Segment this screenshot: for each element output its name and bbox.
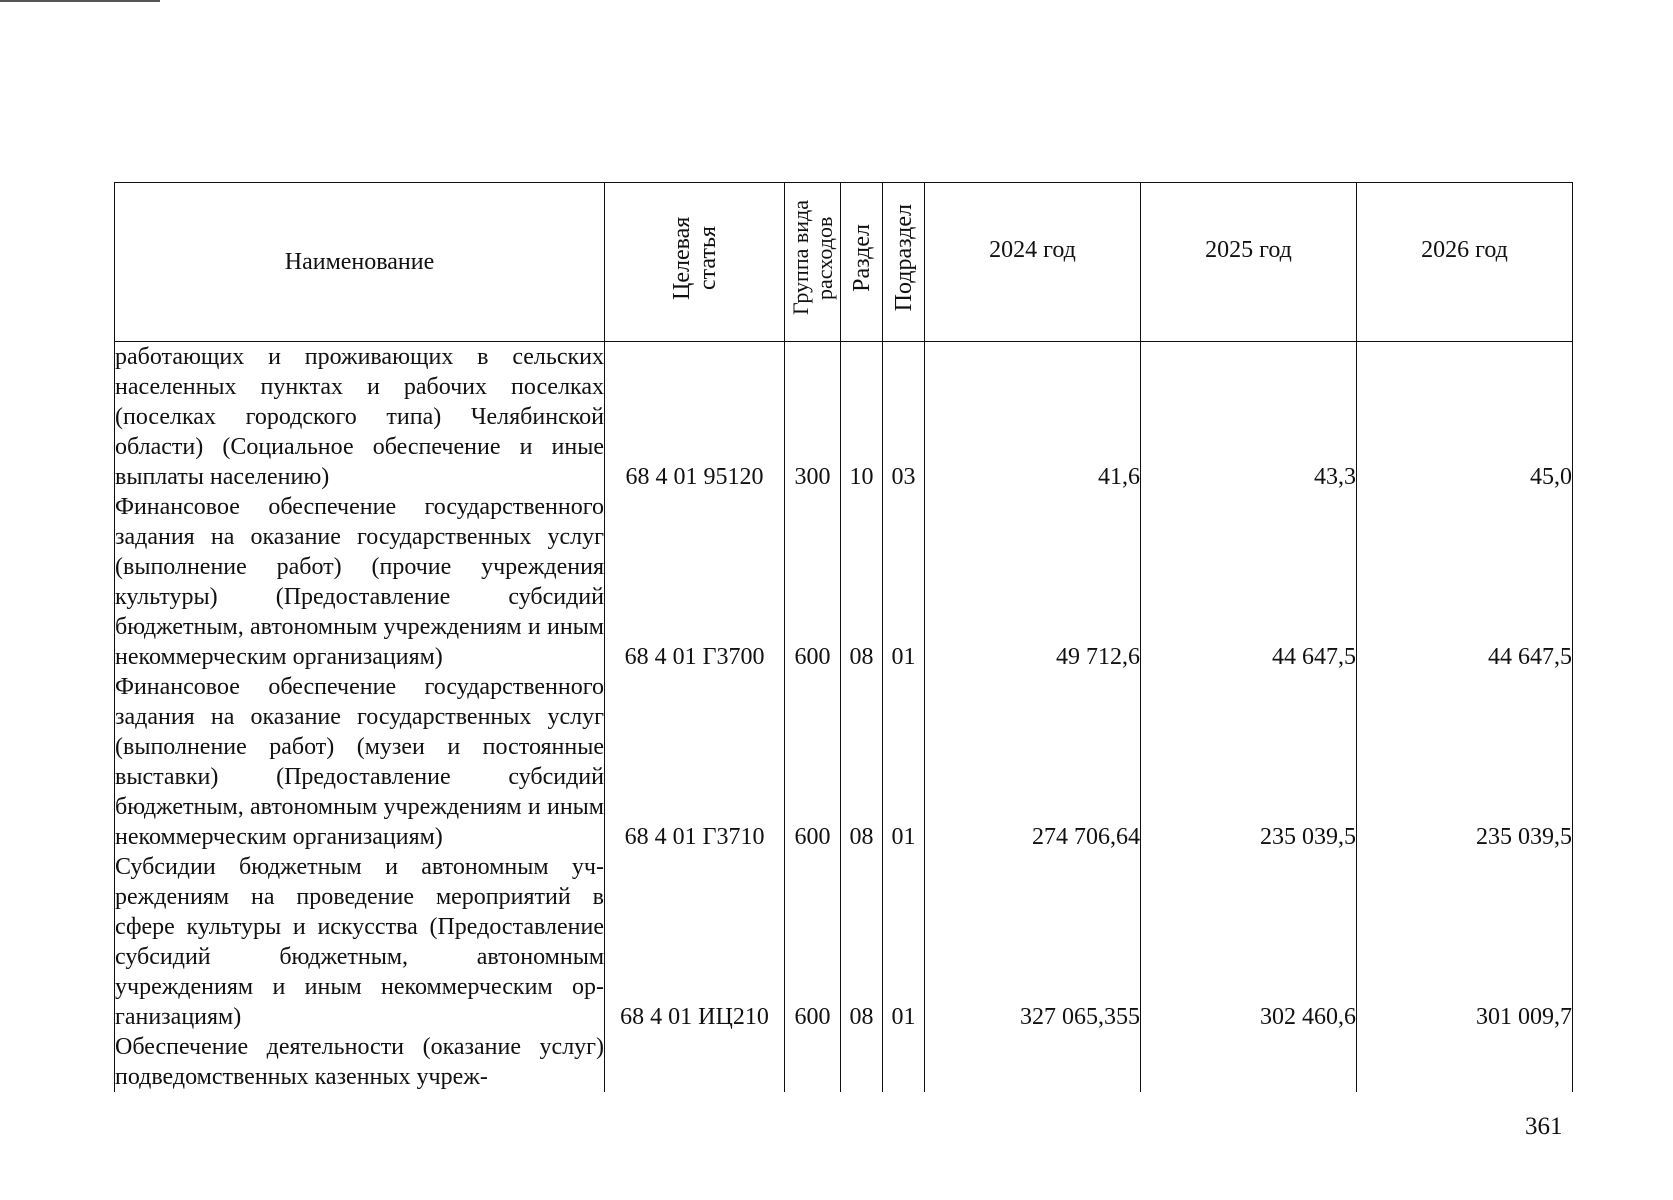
row-expense-group: 600 [785, 852, 841, 1032]
row-section: 08 [841, 852, 883, 1032]
row-target-article: 68 4 01 Г3710 [605, 672, 785, 852]
header-target-article: Целевая статья [605, 183, 785, 342]
row-2025: 44 647,5 [1141, 492, 1357, 672]
row-2026: 235 039,5 [1357, 672, 1573, 852]
row-2024: 274 706,64 [925, 672, 1141, 852]
row-subsection: 01 [883, 492, 925, 672]
header-section: Раздел [841, 183, 883, 342]
row-name: Обеспечение деятельности (оказание услуг) подведомственных казенных учреж- [115, 1034, 604, 1090]
row-2024: 41,6 [925, 342, 1141, 493]
row-target-article: 68 4 01 Г3700 [605, 492, 785, 672]
row-subsection: 03 [883, 342, 925, 493]
row-2026 [1357, 1032, 1573, 1092]
row-2026: 301 009,7 [1357, 852, 1573, 1032]
row-section [841, 1032, 883, 1092]
row-2025: 235 039,5 [1141, 672, 1357, 852]
row-target-article: 68 4 01 ИЦ210 [605, 852, 785, 1032]
row-section: 10 [841, 342, 883, 493]
row-expense-group: 300 [785, 342, 841, 493]
row-expense-group: 600 [785, 672, 841, 852]
table-row [115, 342, 1573, 493]
table-row [115, 1032, 1573, 1092]
row-2024: 327 065,355 [925, 852, 1141, 1032]
header-subsection: Подраздел [883, 183, 925, 342]
row-section: 08 [841, 672, 883, 852]
table-row [115, 672, 1573, 852]
row-name: Финансовое обеспечение государственного задания на оказание государственных услуг (выполнение работ) (музеи и постоянные выставки) (Предоставление субсидий бюджетным, автономным учреждениям и иным некоммерческим организациям) [115, 674, 604, 850]
row-name: работающих и проживающих в сельских населенных пунктах и рабочих поселках (поселках городского типа) Челябинской области) (Социальное обеспечение и иные выплаты населению) [115, 342, 605, 493]
header-name: Наименование [115, 183, 605, 342]
row-target-article: 68 4 01 95120 [605, 342, 785, 493]
row-subsection: 01 [883, 852, 925, 1032]
table-row [115, 852, 1573, 1032]
row-target-article [605, 1032, 785, 1092]
row-2026: 44 647,5 [1357, 492, 1573, 672]
page-number: 361 [1525, 1113, 1563, 1140]
row-name: Финансовое обеспечение государственного задания на оказание государственных услуг (выполнение работ) (прочие учреждения культуры) (Предоставление субсидий бюджетным, автономным учреждениям и иным некоммерческим организациям) [115, 494, 604, 670]
row-subsection: 01 [883, 672, 925, 852]
row-2025: 302 460,6 [1141, 852, 1357, 1032]
header-2025: 2025 год [1141, 183, 1357, 342]
header-2026: 2026 год [1357, 183, 1573, 342]
row-2024 [925, 1032, 1141, 1092]
row-subsection [883, 1032, 925, 1092]
table-row [115, 492, 1573, 672]
row-2026: 45,0 [1357, 342, 1573, 493]
budget-table [114, 182, 1573, 1092]
row-2025 [1141, 1032, 1357, 1092]
table-header-row [115, 183, 1573, 342]
header-expense-group: Группа вида расходов [785, 183, 841, 342]
top-rule [0, 0, 160, 2]
header-2024: 2024 год [925, 183, 1141, 342]
row-2024: 49 712,6 [925, 492, 1141, 672]
row-2025: 43,3 [1141, 342, 1357, 493]
row-expense-group [785, 1032, 841, 1092]
row-name: Субсидии бюджетным и автономным учреждениям на проведение мероприятий в сфере культуры и искусства (Предоставление субсидий бюджетным, автономным учреждениям и иным некоммерческим организациям) [115, 854, 604, 1030]
row-section: 08 [841, 492, 883, 672]
row-expense-group: 600 [785, 492, 841, 672]
